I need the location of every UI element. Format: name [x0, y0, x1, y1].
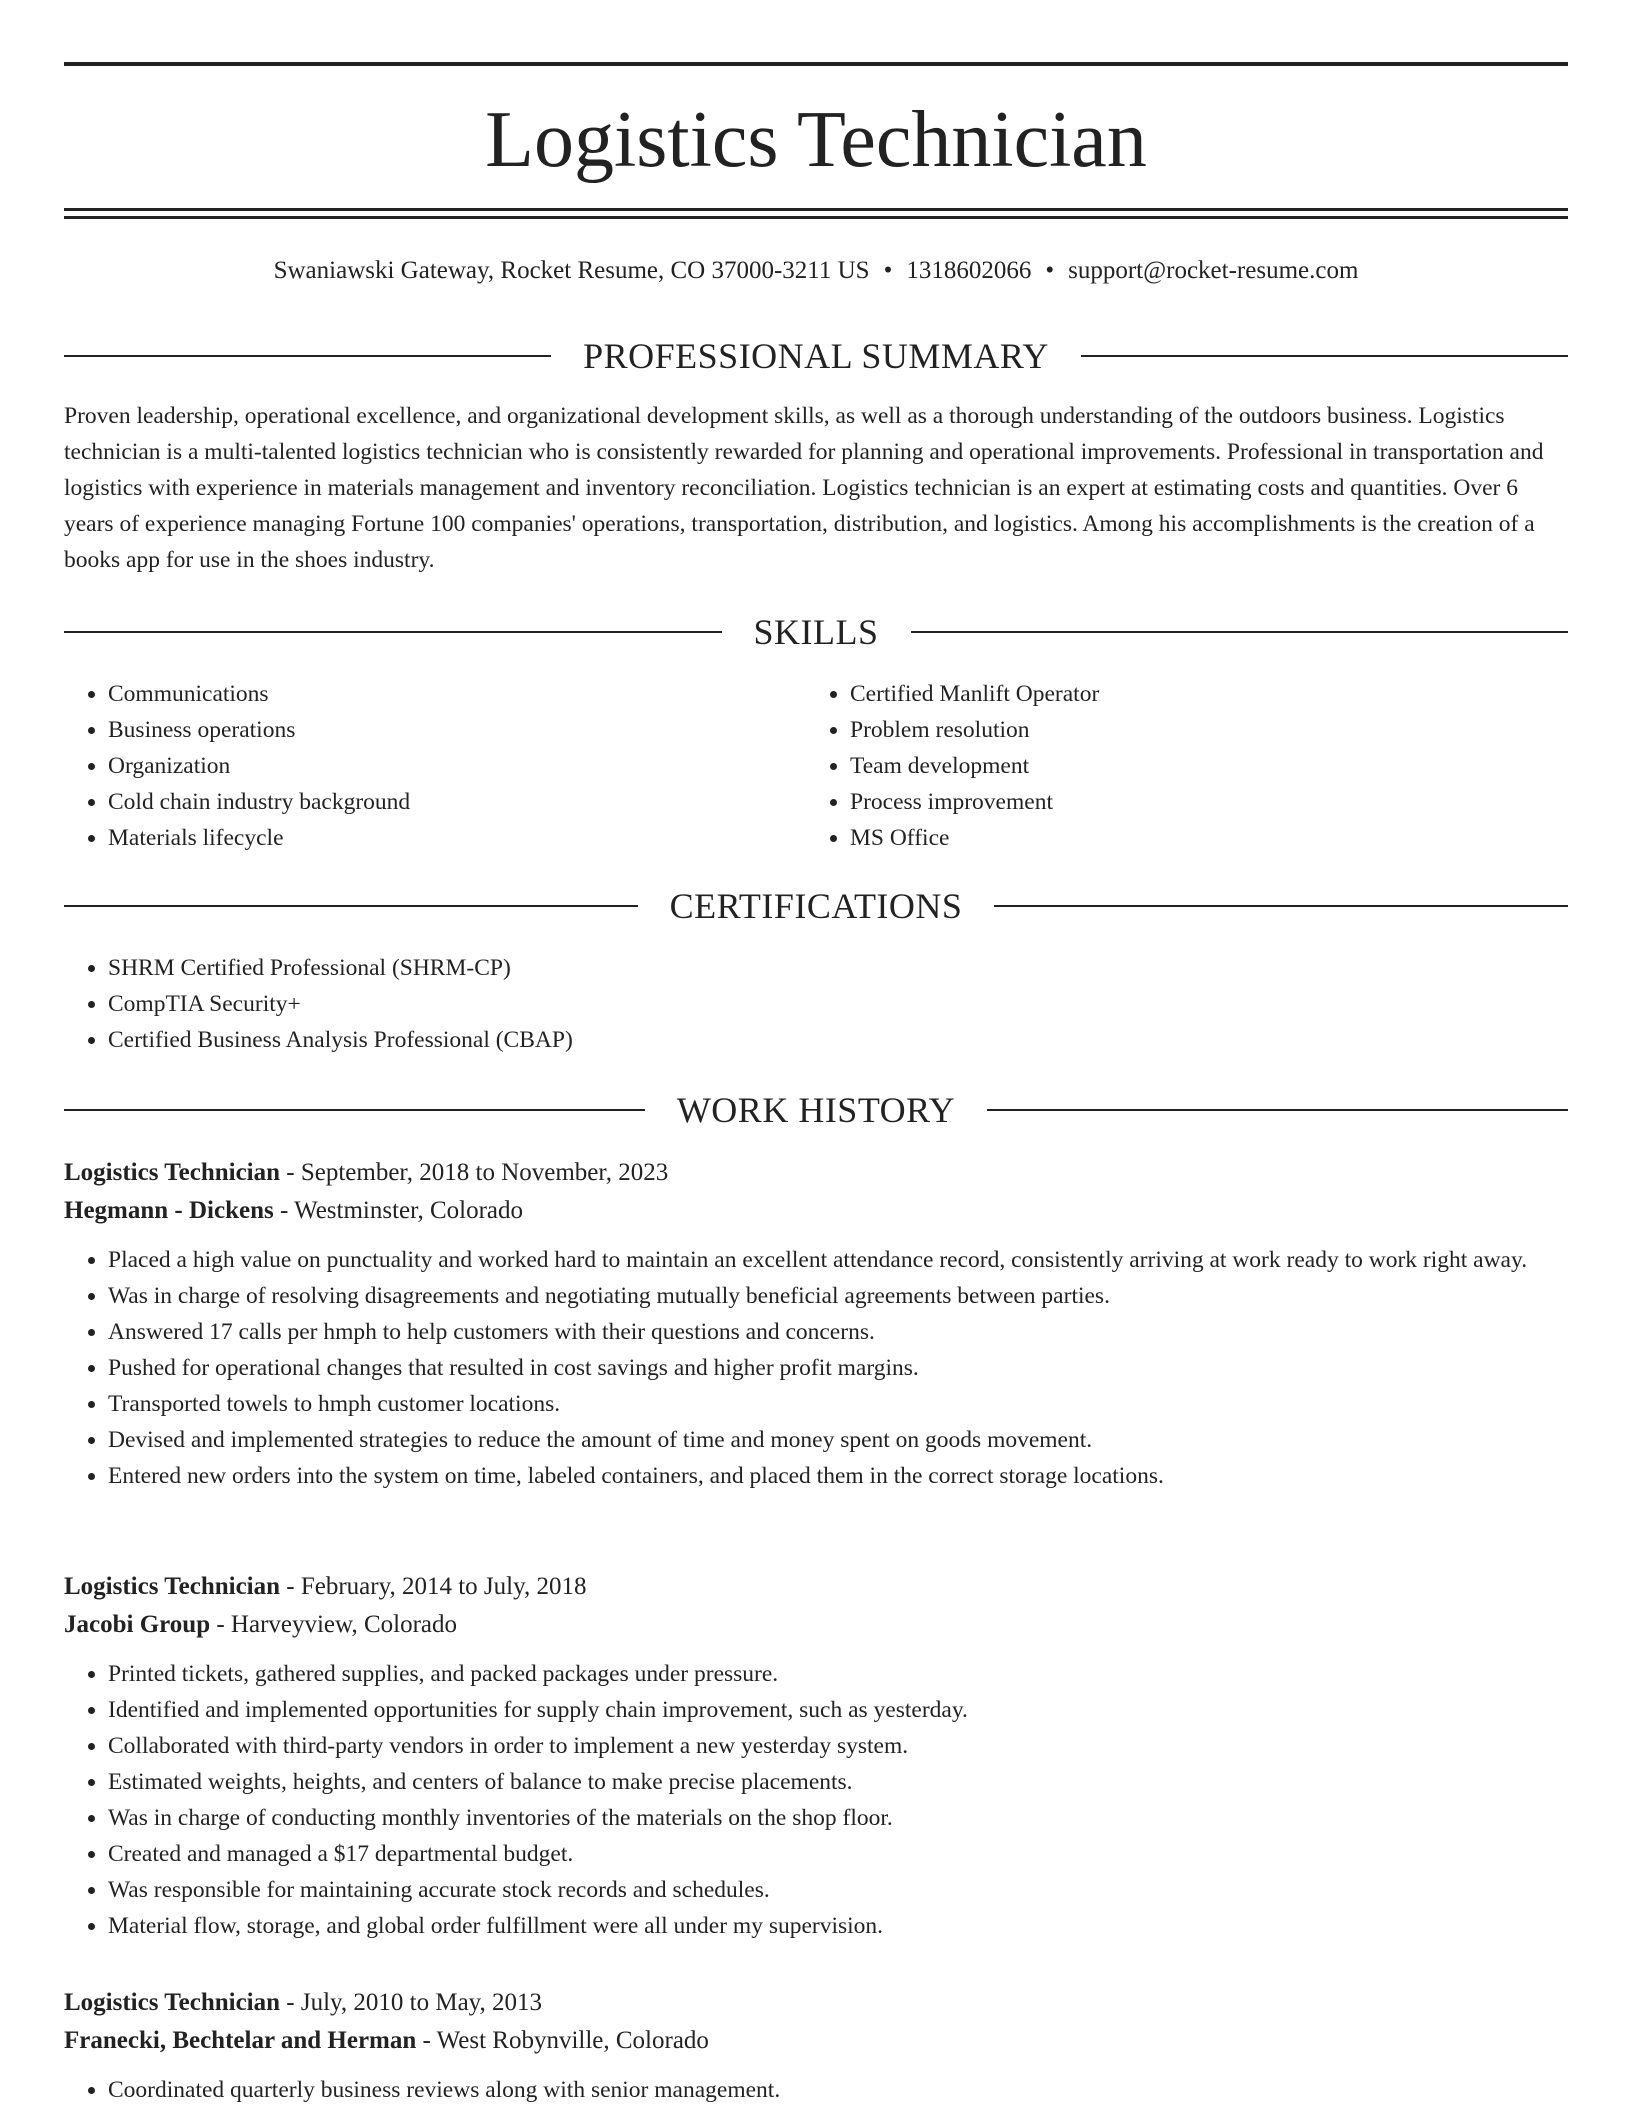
heading-rule [1081, 355, 1568, 357]
job-dates: - July, 2010 to May, 2013 [286, 1989, 543, 2016]
heading-rule [64, 631, 722, 633]
skills-title: SKILLS [753, 612, 879, 652]
skill-item: • Team development [850, 748, 1546, 784]
job-company-line [64, 1606, 1568, 1644]
job-company: Hegmann - Dickens [64, 1197, 274, 1224]
skill-item: • Communications [108, 676, 804, 712]
job-bullet: • Was responsible for maintaining accurate stock records and schedules. [108, 1872, 1568, 1908]
skill-item: • Materials lifecycle [108, 820, 804, 856]
job-bullets [64, 1656, 1568, 1944]
job-title: Logistics Technician [64, 1989, 281, 2016]
job-company-line [64, 1192, 1568, 1230]
header-double-rule-lower [64, 216, 1568, 219]
skill-item: • MS Office [850, 820, 1546, 856]
skill-item: • Cold chain industry background [108, 784, 804, 820]
job-bullet: • Was in charge of conducting monthly inventories of the materials on the shop floor. [108, 1800, 1568, 1836]
heading-rule [64, 355, 551, 357]
job-bullets [64, 2072, 1568, 2108]
job-title: Logistics Technician [64, 1159, 281, 1186]
job-entry [64, 1154, 1568, 1494]
job-bullet: • Entered new orders into the system on time, labeled containers, and placed them in the correct storage locations. [108, 1458, 1568, 1494]
heading-rule [911, 631, 1569, 633]
job-dates: - February, 2014 to July, 2018 [286, 1573, 587, 1600]
job-bullet: • Identified and implemented opportunities for supply chain improvement, such as yesterday. [108, 1692, 1568, 1728]
skills-heading [64, 610, 1568, 654]
certification-item: • Certified Business Analysis Professional (CBAP) [108, 1022, 1568, 1058]
job-bullet: • Was in charge of resolving disagreements and negotiating mutually beneficial agreements between parties. [108, 1278, 1568, 1314]
certifications-title: CERTIFICATIONS [669, 886, 963, 926]
heading-rule [994, 905, 1568, 907]
work-history-heading [64, 1088, 1568, 1132]
job-company: Franecki, Bechtelar and Herman [64, 2027, 417, 2054]
job-bullet: • Answered 17 calls per hmph to help customers with their questions and concerns. [108, 1314, 1568, 1350]
work-history-title: WORK HISTORY [676, 1090, 956, 1130]
job-bullet: • Devised and implemented strategies to reduce the amount of time and money spent on goods movement. [108, 1422, 1568, 1458]
certification-item: • SHRM Certified Professional (SHRM-CP) [108, 950, 1568, 986]
job-bullet: • Created and managed a $17 departmental budget. [108, 1836, 1568, 1872]
skill-item: • Certified Manlift Operator [850, 676, 1546, 712]
job-location: - Harveyview, Colorado [216, 1611, 458, 1638]
job-bullet: • Estimated weights, heights, and centers of balance to make precise placements. [108, 1764, 1568, 1800]
job-dates: - September, 2018 to November, 2023 [286, 1159, 669, 1186]
header-top-rule [64, 62, 1568, 66]
job-company: Jacobi Group [64, 1611, 211, 1638]
contact-address: Swaniawski Gateway, Rocket Resume, CO 37000-3211 US [273, 257, 870, 284]
skill-item: • Business operations [108, 712, 804, 748]
skill-item: • Problem resolution [850, 712, 1546, 748]
job-bullet: • Collaborated with third-party vendors in order to implement a new yesterday system. [108, 1728, 1568, 1764]
job-location: - West Robynville, Colorado [422, 2027, 709, 2054]
resume-name: Logistics Technician [485, 96, 1147, 184]
job-entry [64, 1568, 1568, 1944]
job-bullets [64, 1242, 1568, 1494]
job-location: - Westminster, Colorado [279, 1197, 524, 1224]
job-bullet: • Printed tickets, gathered supplies, and packed packages under pressure. [108, 1656, 1568, 1692]
job-entry [64, 1984, 1568, 2108]
summary-title: PROFESSIONAL SUMMARY [583, 336, 1049, 376]
contact-phone: 1318602066 [906, 257, 1032, 284]
job-bullet: • Material flow, storage, and global order fulfillment were all under my supervision. [108, 1908, 1568, 1944]
contact-separator: • [1045, 257, 1055, 284]
skill-item: • Organization [108, 748, 804, 784]
job-bullet: • Placed a high value on punctuality and worked hard to maintain an excellent attendance record, consistently arriving at work ready to work right away. [108, 1242, 1568, 1278]
certifications-list [64, 950, 1568, 1058]
contact-separator: • [883, 257, 893, 284]
certifications-heading [64, 884, 1568, 928]
heading-rule [987, 1109, 1568, 1111]
header-double-rule-upper [64, 208, 1568, 211]
skill-item: • Process improvement [850, 784, 1546, 820]
heading-rule [64, 1109, 645, 1111]
skills-column-right [806, 676, 1546, 856]
job-title-line [64, 1154, 1568, 1192]
job-bullet: • Pushed for operational changes that resulted in cost savings and higher profit margins. [108, 1350, 1568, 1386]
job-title-line [64, 1568, 1568, 1606]
job-company-line [64, 2022, 1568, 2060]
contact-line [64, 254, 1568, 288]
job-bullet: • Coordinated quarterly business reviews along with senior management. [108, 2072, 1568, 2108]
job-title-line [64, 1984, 1568, 2022]
job-bullet: • Transported towels to hmph customer locations. [108, 1386, 1568, 1422]
heading-rule [64, 905, 638, 907]
skills-column-left [64, 676, 804, 856]
summary-text: Proven leadership, operational excellence, and organizational development skills, as well as a thorough understanding of the outdoors business. Logistics technician is a multi-talented logistics technician who is consistently rewarded for planning and operational improvements. Professional in transportation and logistics with experience in materials management and inventory reconciliation. Logistics technician is an expert at estimating costs and quantities. Over 6 years of experience managing Fortune 100 companies' operations, transportation, distribution, and logistics. Among his accomplishments is the creation of a books app for use in the shoes industry. [64, 403, 1544, 573]
job-title: Logistics Technician [64, 1573, 281, 1600]
certification-item: • CompTIA Security+ [108, 986, 1568, 1022]
contact-email: support@rocket-resume.com [1068, 257, 1359, 284]
summary-heading [64, 334, 1568, 378]
